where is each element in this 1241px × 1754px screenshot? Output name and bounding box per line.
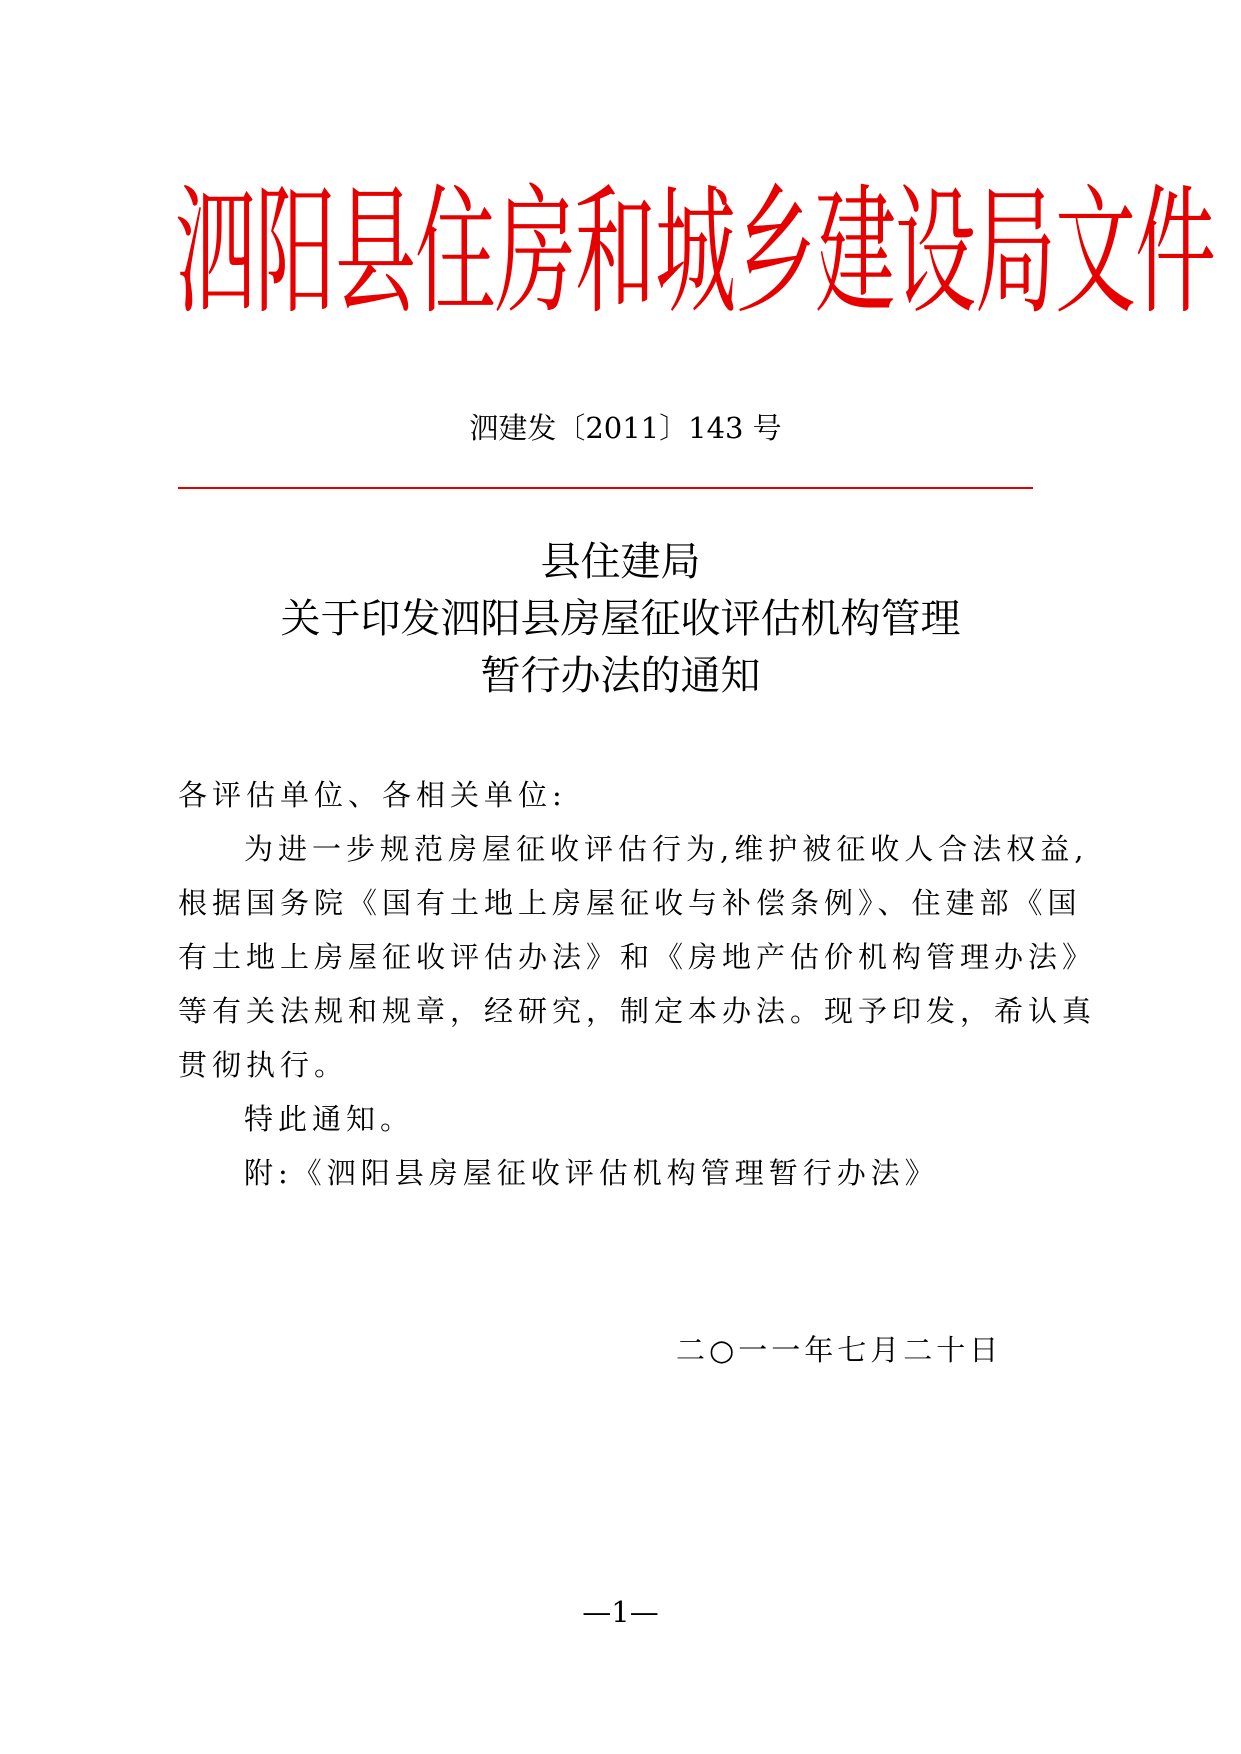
- document-number: 泗建发〔2011〕143 号: [469, 411, 782, 445]
- paragraph-line: 为进一步规范房屋征收评估行为,维护被征收人合法权益,: [244, 832, 1089, 866]
- attachment-line: 附:《泗阳县房屋征收评估机构管理暂行办法》: [244, 1156, 939, 1190]
- masthead-title: 泗阳县住房和城乡建设局文件: [175, 172, 1216, 335]
- notice-body: [178, 768, 1097, 1200]
- paragraph-line: 有土地上房屋征收评估办法》和《房地产估价机构管理办法》: [178, 940, 1097, 974]
- salutation: 各评估单位、各相关单位:: [178, 778, 567, 812]
- paragraph-line: 贯彻执行。: [178, 1048, 349, 1082]
- notice-title-line-3: 暂行办法的通知: [480, 653, 761, 699]
- page-number: —1—: [582, 1595, 659, 1629]
- notice-title-line-1: 县住建局: [540, 539, 701, 585]
- closing-line: 特此通知。: [244, 1102, 415, 1136]
- paragraph-line: 等有关法规和规章，经研究，制定本办法。现予印发，希认真: [178, 994, 1097, 1028]
- notice-title-line-2: 关于印发泗阳县房屋征收评估机构管理: [280, 596, 961, 642]
- red-divider-line: [178, 487, 1033, 489]
- paragraph-line: 根据国务院《国有土地上房屋征收与补偿条例》、住建部《国: [178, 886, 1082, 920]
- masthead: [175, 172, 1216, 385]
- notice-title: [0, 534, 1241, 705]
- issue-date: 二○一一年七月二十日: [676, 1333, 1003, 1367]
